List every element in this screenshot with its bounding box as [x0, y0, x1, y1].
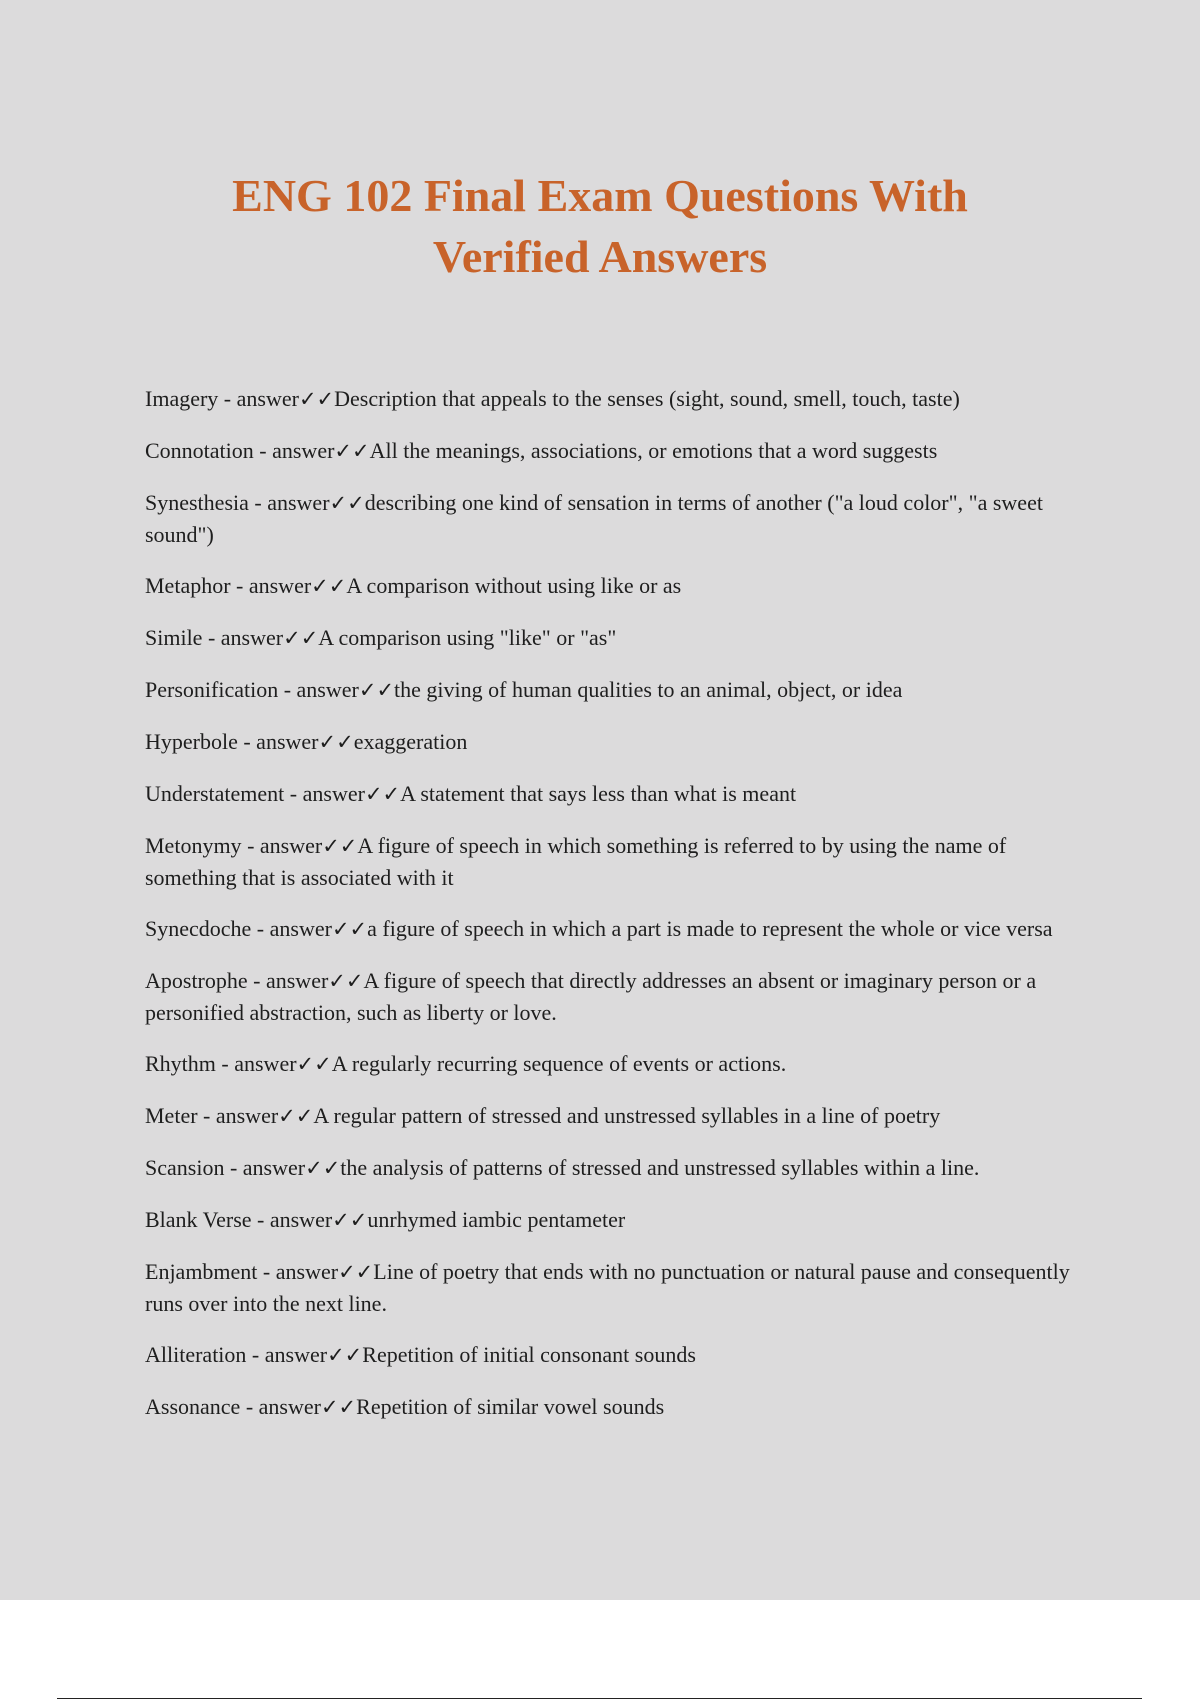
qa-item	[145, 674, 1090, 706]
document-title-line-1: ENG 102 Final Exam Questions With	[232, 170, 968, 221]
qa-term: Scansion	[145, 1155, 225, 1180]
qa-separator: - answer	[197, 1103, 279, 1128]
document-title	[0, 165, 1200, 287]
double-check-icon: ✓✓	[358, 678, 395, 702]
qa-definition: A figure of speech that directly addresses an absent or imaginary person or a personified abstraction, such as liberty or love.	[145, 968, 1037, 1025]
qa-term: Hyperbole	[145, 729, 238, 754]
qa-item	[145, 965, 1090, 1028]
qa-term: Apostrophe	[145, 968, 248, 993]
qa-separator: - answer	[251, 1207, 333, 1232]
qa-separator: - answer	[246, 1342, 328, 1367]
qa-item	[145, 1048, 1090, 1080]
qa-item	[145, 1339, 1090, 1371]
double-check-icon: ✓✓	[296, 1052, 332, 1076]
qa-definition: exaggeration	[353, 729, 468, 754]
qa-definition: All the meanings, associations, or emotions that a word suggests	[369, 438, 938, 463]
qa-item	[145, 622, 1090, 654]
qa-item	[145, 1100, 1090, 1132]
qa-term: Personification	[145, 677, 279, 702]
qa-term: Synesthesia	[145, 490, 249, 515]
qa-term: Metaphor	[145, 573, 231, 598]
qa-definition: A figure of speech in which something is referred to by using the name of something that is associated with it	[145, 833, 1007, 890]
qa-definition: a figure of speech in which a part is made to represent the whole or vice versa	[367, 916, 1053, 941]
double-check-icon: ✓✓	[334, 439, 370, 463]
qa-definition: describing one kind of sensation in terms of another ("a loud color", "a sweet sound")	[145, 490, 1043, 547]
qa-definition: A comparison without using like or as	[346, 573, 682, 598]
qa-definition: Repetition of similar vowel sounds	[356, 1394, 665, 1419]
double-check-icon: ✓✓	[338, 1260, 374, 1284]
double-check-icon: ✓✓	[298, 387, 335, 411]
qa-term: Assonance	[145, 1394, 241, 1419]
qa-separator: - answer	[230, 573, 312, 598]
qa-separator: - answer	[251, 916, 332, 941]
qa-definition: Line of poetry that ends with no punctuation or natural pause and consequently runs over into the next line.	[145, 1259, 1070, 1316]
double-check-icon: ✓✓	[327, 1343, 363, 1367]
qa-term: Imagery	[145, 386, 219, 411]
qa-item	[145, 1256, 1090, 1319]
qa-term: Blank Verse	[145, 1207, 252, 1232]
double-check-icon: ✓✓	[320, 1395, 357, 1419]
qa-item	[145, 726, 1090, 758]
double-check-icon: ✓✓	[305, 1156, 341, 1180]
double-check-icon: ✓✓	[328, 969, 364, 993]
qa-definition: A comparison using "like" or "as"	[318, 625, 617, 650]
qa-item	[145, 1391, 1090, 1423]
qa-term: Rhythm	[145, 1051, 216, 1076]
document-title-line-2: Verified Answers	[432, 231, 768, 282]
qa-separator: - answer	[278, 677, 359, 702]
qa-definition: A regularly recurring sequence of events or actions.	[331, 1051, 787, 1076]
qa-separator: - answer	[253, 438, 335, 463]
qa-item	[145, 435, 1090, 467]
qa-separator: - answer	[224, 1155, 306, 1180]
qa-item	[145, 1204, 1090, 1236]
qa-item	[145, 570, 1090, 602]
double-check-icon: ✓✓	[318, 730, 354, 754]
qa-definition: the giving of human qualities to an animal, object, or idea	[394, 677, 903, 702]
qa-separator: - answer	[284, 781, 365, 806]
double-check-icon: ✓✓	[364, 782, 401, 806]
qa-definition: Repetition of initial consonant sounds	[362, 1342, 696, 1367]
double-check-icon: ✓✓	[331, 917, 368, 941]
qa-separator: - answer	[237, 729, 319, 754]
qa-list	[145, 383, 1090, 1443]
double-check-icon: ✓✓	[278, 1104, 314, 1128]
qa-item	[145, 830, 1090, 893]
qa-separator: - answer	[240, 1394, 321, 1419]
double-check-icon: ✓✓	[283, 626, 319, 650]
double-check-icon: ✓✓	[322, 834, 358, 858]
qa-item	[145, 778, 1090, 810]
qa-separator: - answer	[248, 490, 330, 515]
qa-separator: - answer	[218, 386, 299, 411]
qa-separator: - answer	[241, 833, 323, 858]
qa-separator: - answer	[202, 625, 284, 650]
qa-term: Simile	[145, 625, 203, 650]
qa-item	[145, 913, 1090, 945]
qa-term: Understatement	[145, 781, 285, 806]
qa-term: Meter	[145, 1103, 198, 1128]
qa-separator: - answer	[215, 1051, 297, 1076]
qa-term: Metonymy	[145, 833, 242, 858]
qa-item	[145, 487, 1090, 550]
bottom-divider	[57, 1698, 1142, 1699]
qa-term: Enjambment	[145, 1259, 258, 1284]
qa-item	[145, 383, 1090, 415]
qa-term: Connotation	[145, 438, 254, 463]
qa-definition: Description that appeals to the senses (sight, sound, smell, touch, taste)	[334, 386, 960, 411]
qa-definition: unrhymed iambic pentameter	[367, 1207, 626, 1232]
qa-definition: A regular pattern of stressed and unstressed syllables in a line of poetry	[313, 1103, 941, 1128]
qa-definition: A statement that says less than what is meant	[400, 781, 797, 806]
qa-item	[145, 1152, 1090, 1184]
double-check-icon: ✓✓	[329, 491, 365, 515]
qa-term: Synecdoche	[145, 916, 252, 941]
double-check-icon: ✓✓	[332, 1208, 368, 1232]
double-check-icon: ✓✓	[311, 574, 347, 598]
qa-definition: the analysis of patterns of stressed and unstressed syllables within a line.	[340, 1155, 980, 1180]
qa-term: Alliteration	[145, 1342, 247, 1367]
qa-separator: - answer	[257, 1259, 339, 1284]
qa-separator: - answer	[247, 968, 329, 993]
